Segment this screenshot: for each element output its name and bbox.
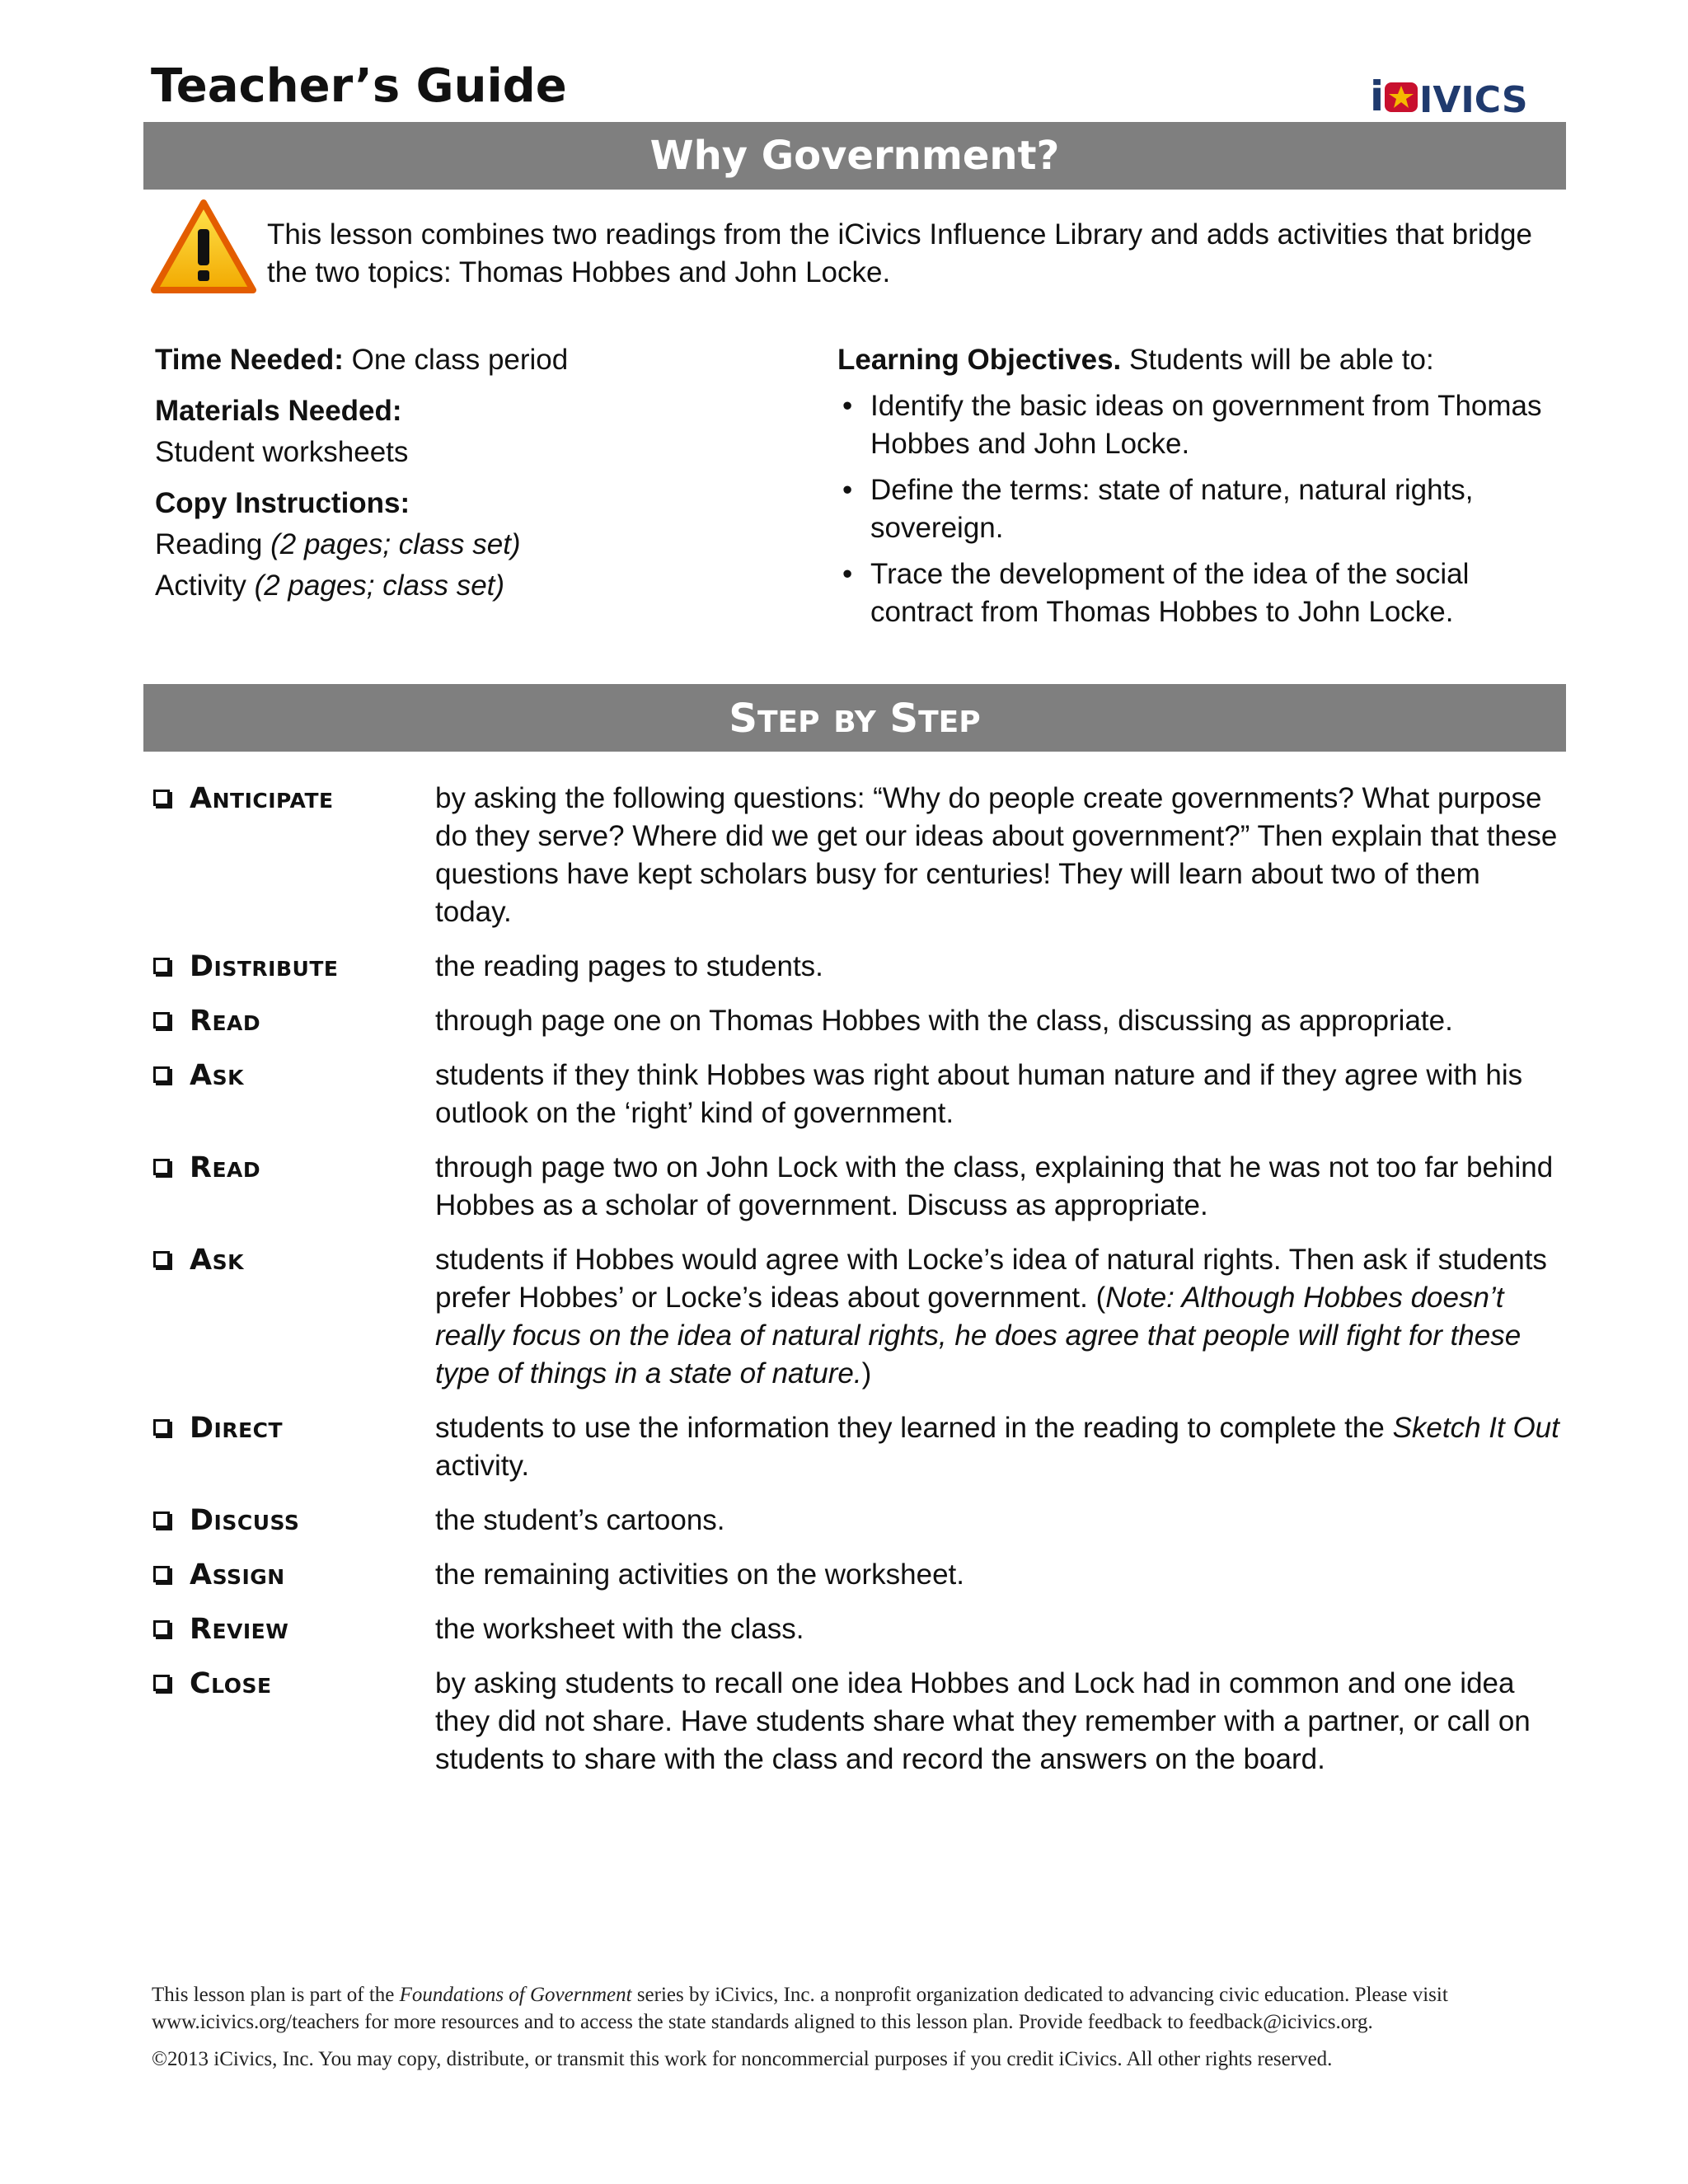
step-item [153, 1556, 1563, 1594]
step-verb: Distribute [190, 950, 339, 983]
step-verb: Anticipate [190, 782, 334, 815]
step-description [435, 1610, 1563, 1648]
footer-copyright: ©2013 iCivics, Inc. You may copy, distribute, or transmit this work for noncommercial purposes if you credit iCivics. All other rights reserved. [152, 2048, 1333, 2070]
step-description [435, 1556, 1563, 1594]
step-description [435, 1665, 1563, 1779]
checkbox-icon[interactable] [153, 1251, 170, 1268]
step-by-step-banner [143, 684, 1566, 752]
step-text: through page two on John Lock with the class, explaining that he was not too far behind Hobbes as a scholar of government. Discuss as appropriate. [435, 1151, 1554, 1221]
copy-item-activity [155, 565, 798, 607]
step-verb: Discuss [190, 1504, 300, 1537]
time-needed [155, 340, 798, 381]
step-text-after: ) [861, 1357, 872, 1390]
step-verb: Review [190, 1613, 289, 1646]
banner-word: STEP [889, 696, 981, 742]
step-description [435, 1409, 1563, 1485]
footer-about [152, 1981, 1586, 2036]
step-text: students if they think Hobbes was right about human nature and if they agree with his outlook on the ‘right’ kind of government. [435, 1059, 1523, 1129]
page-title: Teacher’s Guide [151, 59, 567, 113]
materials-label: Materials Needed: [155, 395, 402, 427]
step-text: the student’s cartoons. [435, 1504, 725, 1536]
checkbox-icon[interactable] [153, 1620, 170, 1637]
step-italic-text: Sketch It Out [1392, 1412, 1559, 1444]
step-verb: Close [190, 1667, 272, 1700]
step-item [153, 1502, 1563, 1540]
banner-word: STEP [729, 696, 820, 742]
materials-value: Student worksheets [155, 436, 409, 468]
step-text: by asking students to recall one idea Hobbes and Lock had in common and one idea they did not share. Have students share what they remember with a partner, or call on students to share with the class and record the answers on the board. [435, 1667, 1531, 1775]
step-text: the reading pages to students. [435, 950, 823, 982]
lesson-info [155, 340, 798, 607]
intro-text: This lesson combines two readings from the iCivics Influence Library and adds activities that bridge the two topics: Thomas Hobbes and John Locke. [267, 218, 1532, 288]
objective-item: • Trace the development of the idea of the social contract from Thomas Hobbes to John Locke. [837, 555, 1563, 631]
step-text-after: activity. [435, 1450, 530, 1482]
copy-item-name: Activity [155, 569, 255, 602]
step-verb: Ask [190, 1244, 244, 1277]
step-text: students if Hobbes would agree with Locke’s idea of natural rights. Then ask if students prefer Hobbes’ or Locke’s ideas about government. ( [435, 1244, 1547, 1314]
lesson-title-banner: Why Government? [143, 122, 1566, 190]
step-item [153, 1241, 1563, 1393]
warning-icon [151, 198, 256, 295]
step-item [153, 948, 1563, 986]
step-verb: Assign [190, 1558, 285, 1591]
step-text: the remaining activities on the worksheet. [435, 1558, 964, 1591]
copy-item-detail: (2 pages; class set) [270, 528, 521, 560]
step-text: the worksheet with the class. [435, 1613, 804, 1645]
step-description [435, 948, 1563, 986]
step-description [435, 1502, 1563, 1540]
checkbox-icon[interactable] [153, 1419, 170, 1436]
step-description [435, 1057, 1563, 1132]
objectives-label: Learning Objectives. [837, 344, 1122, 376]
step-item [153, 1610, 1563, 1648]
checkbox-icon[interactable] [153, 1159, 170, 1175]
step-item [153, 1665, 1563, 1779]
copy-item-detail: (2 pages; class set) [254, 569, 505, 602]
objectives-list [837, 387, 1563, 631]
svg-text:i: i [1370, 73, 1385, 120]
step-italic-text: Note: Although Hobbes doesn’t really focus on the idea of natural rights, he does agree that people will fight for these type of things in a state of nature. [435, 1282, 1522, 1390]
step-item [153, 1002, 1563, 1040]
step-verb: Ask [190, 1059, 244, 1092]
svg-text:IVICS: IVICS [1419, 79, 1528, 120]
step-verb: Direct [190, 1412, 284, 1445]
learning-objectives [837, 340, 1563, 640]
checkbox-icon[interactable] [153, 1675, 170, 1691]
step-item [153, 1057, 1563, 1132]
step-description [435, 1241, 1563, 1393]
copy-item-reading [155, 524, 798, 565]
objectives-intro: Students will be able to: [1121, 344, 1434, 376]
footer-text: series by iCivics, Inc. a nonprofit organization dedicated to advancing civic education. Please visit www.icivics.org/teachers for more resources and to access the state standards aligned to this lesson plan. Provide feedback to feedback@icivics.org. [152, 1984, 1448, 2033]
step-item [153, 1149, 1563, 1225]
icivics-logo [1370, 71, 1564, 120]
steps-list [153, 780, 1563, 1795]
checkbox-icon[interactable] [153, 1511, 170, 1528]
copy-item-name: Reading [155, 528, 271, 560]
step-verb: Read [190, 1151, 261, 1184]
step-text: students to use the information they learned in the reading to complete the [435, 1412, 1393, 1444]
objectives-heading [837, 340, 1563, 381]
time-value: One class period [343, 344, 569, 376]
checkbox-icon[interactable] [153, 1066, 170, 1083]
step-description [435, 1149, 1563, 1225]
step-description [435, 1002, 1563, 1040]
objective-item: • Identify the basic ideas on government from Thomas Hobbes and John Locke. [837, 387, 1563, 463]
step-text: through page one on Thomas Hobbes with the class, discussing as appropriate. [435, 1005, 1453, 1037]
footer-series: Foundations of Government [399, 1984, 632, 2006]
step-item [153, 1409, 1563, 1485]
time-label: Time Needed: [155, 344, 344, 376]
footer-text: This lesson plan is part of the [152, 1984, 400, 2006]
step-item [153, 780, 1563, 931]
banner-word: BY [833, 705, 876, 739]
checkbox-icon[interactable] [153, 1566, 170, 1582]
checkbox-icon[interactable] [153, 1012, 170, 1029]
step-text: by asking the following questions: “Why do people create governments? What purpose do they serve? Where did we get our ideas about government?” Then explain that these questions have kept scholars busy for centuries! They will learn about two of them today. [435, 782, 1558, 928]
checkbox-icon[interactable] [153, 790, 170, 806]
footer [152, 1981, 1586, 2073]
checkbox-icon[interactable] [153, 958, 170, 974]
copy-label: Copy Instructions: [155, 487, 410, 519]
objective-item: • Define the terms: state of nature, natural rights, sovereign. [837, 471, 1563, 547]
step-description [435, 780, 1563, 931]
step-verb: Read [190, 1005, 261, 1038]
